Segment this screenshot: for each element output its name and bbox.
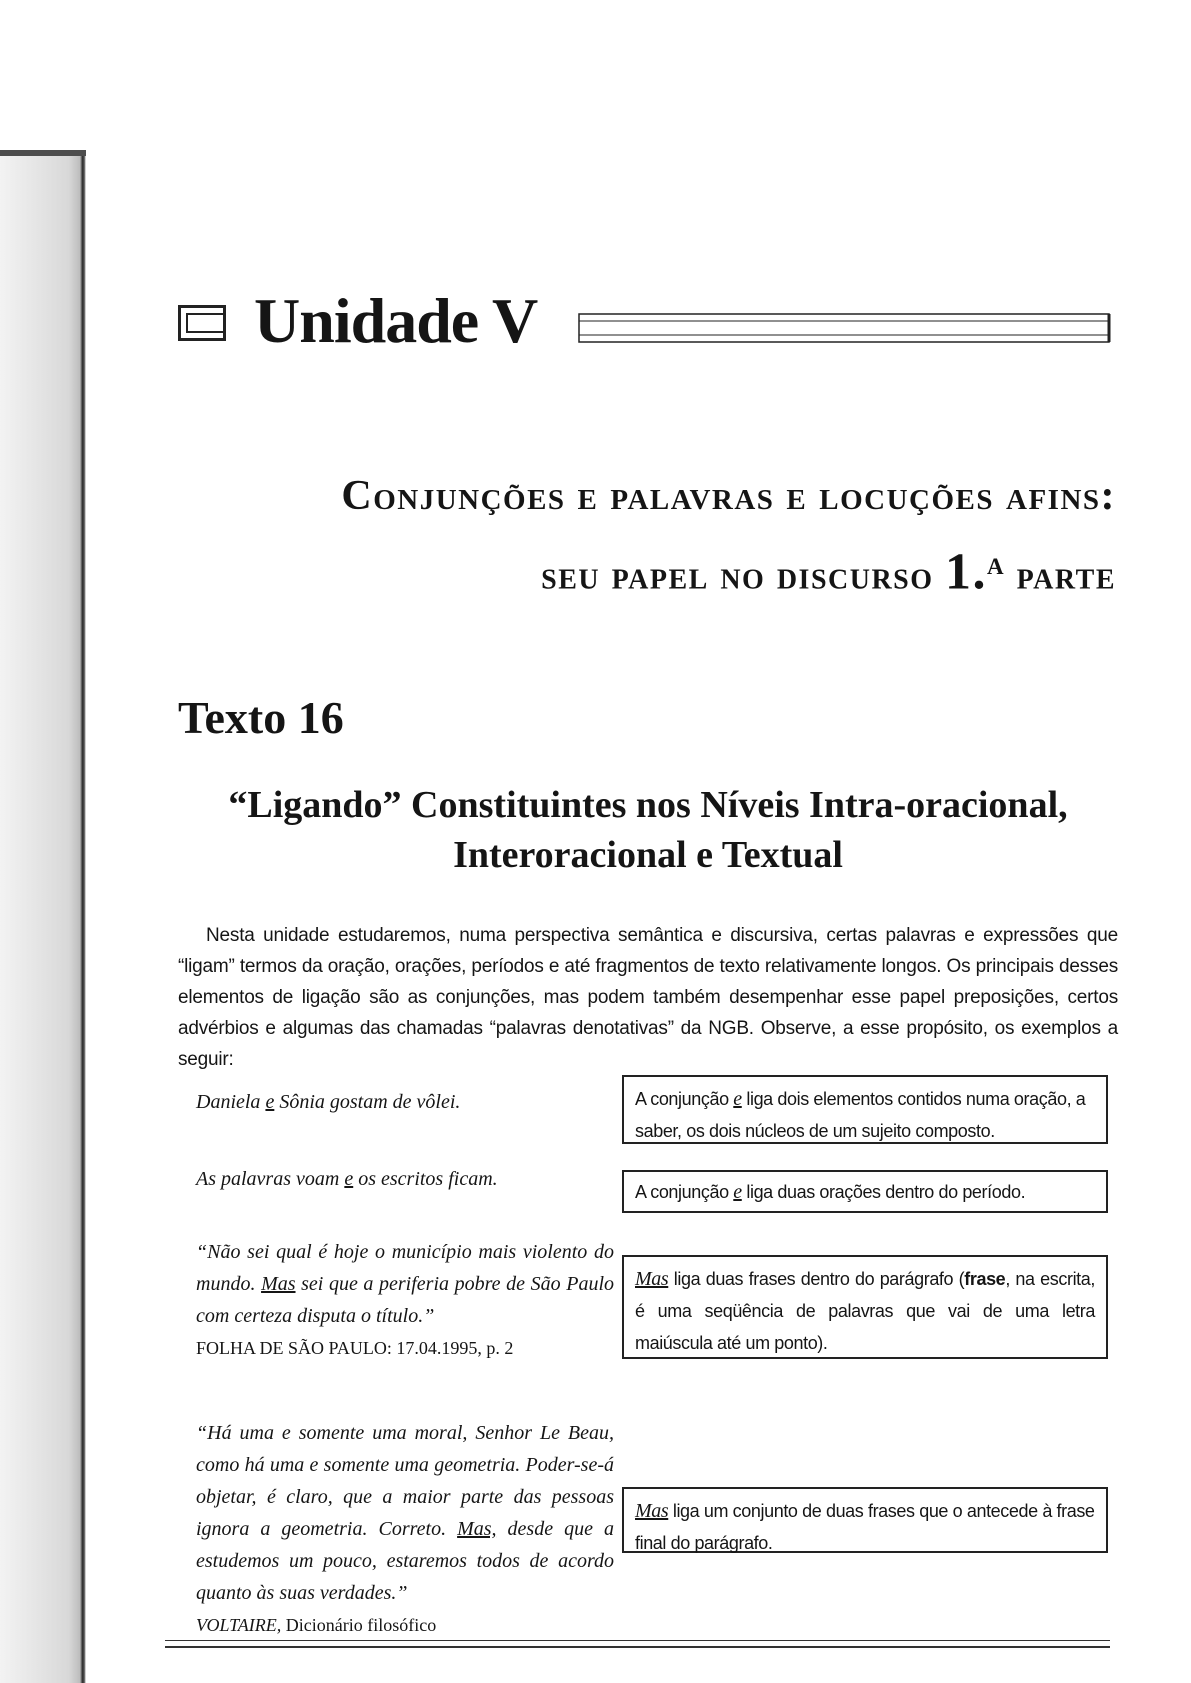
section-title — [178, 780, 1118, 880]
note-text: liga um conjunto de duas frases que o antecede à frase final do parágrafo. — [635, 1501, 1095, 1553]
page-edge-mark — [0, 150, 86, 156]
unit-header — [178, 285, 1118, 365]
double-rule-icon — [578, 313, 1113, 345]
note-text: liga dois elementos contidos numa oração, a saber, os dois núcleos de um sujeito composto. — [635, 1089, 1086, 1141]
note-text: liga duas orações dentro do período. — [741, 1182, 1026, 1202]
note-bold-term: frase — [964, 1269, 1006, 1289]
unit-subtitle-line1: Conjunções e palavras e locuções afins: — [341, 473, 1116, 519]
intro-paragraph: Nesta unidade estudaremos, numa perspectiva semântica e discursiva, certas palavras e expressões que “ligam” termos da oração, orações, períodos e até fragmentos de texto relativamente longos. Os principais desses elementos de ligação são as conjunções, mas podem também desempenhar esse papel preposições, certos advérbios e algumas das chamadas “palavras denotativas” da NGB. Observe, a esse propósito, os exemplos a seguir: — [178, 925, 1118, 1070]
note-connector: Mas — [635, 1268, 669, 1290]
example-text: desde que a estudemos um pouco, estaremos todos de acordo quanto às suas verdades.” — [196, 1518, 615, 1604]
unit-box-icon — [178, 305, 226, 341]
subtitle-suffix: parte — [1016, 552, 1116, 598]
example-1-note — [622, 1075, 1108, 1144]
unit-title: Unidade V — [254, 285, 538, 356]
example-text: “Há uma e somente uma moral, Senhor Le Beau, como há uma e somente uma geometria. Poder-se-á objetar, é claro, que a maior parte das pessoas ignora a geometria. Correto. — [196, 1422, 614, 1540]
example-text: Sônia gostam de vôlei. — [274, 1091, 461, 1113]
unit-subtitle-line2 — [116, 538, 1116, 601]
example-connector: e — [265, 1091, 275, 1113]
scanned-page-edge — [0, 150, 86, 1683]
source-work: Dicionário filosófico — [281, 1615, 437, 1635]
example-text: os escritos ficam. — [353, 1168, 498, 1190]
note-connector: e — [733, 1181, 742, 1203]
note-connector: Mas — [635, 1500, 669, 1522]
example-1 — [196, 1086, 614, 1118]
example-connector: e — [344, 1168, 354, 1190]
example-3 — [196, 1236, 614, 1364]
example-text: Daniela — [196, 1091, 266, 1113]
section-title-line1: “Ligando” Constituintes nos Níveis Intra-oracional, — [228, 784, 1068, 826]
text-heading: Texto 16 — [178, 692, 344, 743]
example-4-note — [622, 1487, 1108, 1553]
note-text: A conjunção — [635, 1182, 734, 1202]
example-source — [196, 1609, 614, 1641]
subtitle-prefix: seu papel no discurso — [541, 552, 934, 598]
section-title-line2: Interoracional e Textual — [453, 834, 843, 876]
example-4 — [196, 1417, 614, 1641]
example-2 — [196, 1163, 614, 1195]
example-source: FOLHA DE SÃO PAULO: 17.04.1995, p. 2 — [196, 1338, 514, 1358]
example-text: sei que a periferia pobre de São Paulo com certeza disputa o título.” — [196, 1273, 615, 1327]
example-connector: Mas, — [457, 1518, 497, 1540]
unit-title-rule — [578, 313, 1113, 345]
example-2-note — [622, 1170, 1108, 1213]
subtitle-number: 1. — [945, 543, 988, 601]
bottom-rule — [165, 1640, 1110, 1648]
subtitle-superscript: a — [987, 545, 1006, 582]
example-connector: Mas — [261, 1273, 296, 1295]
note-text: , na escrita, é uma seqüência de palavras que vai de uma letra maiúscula até um ponto). — [635, 1269, 1095, 1353]
note-connector: e — [733, 1088, 742, 1110]
example-3-note — [622, 1255, 1108, 1359]
note-text: liga duas frases dentro do parágrafo ( — [668, 1269, 965, 1289]
note-text: A conjunção — [635, 1089, 734, 1109]
source-author: VOLTAIRE, — [196, 1615, 282, 1635]
example-text: As palavras voam — [196, 1168, 345, 1190]
example-text: “Não sei qual é hoje o município mais violento do mundo. — [196, 1241, 614, 1295]
